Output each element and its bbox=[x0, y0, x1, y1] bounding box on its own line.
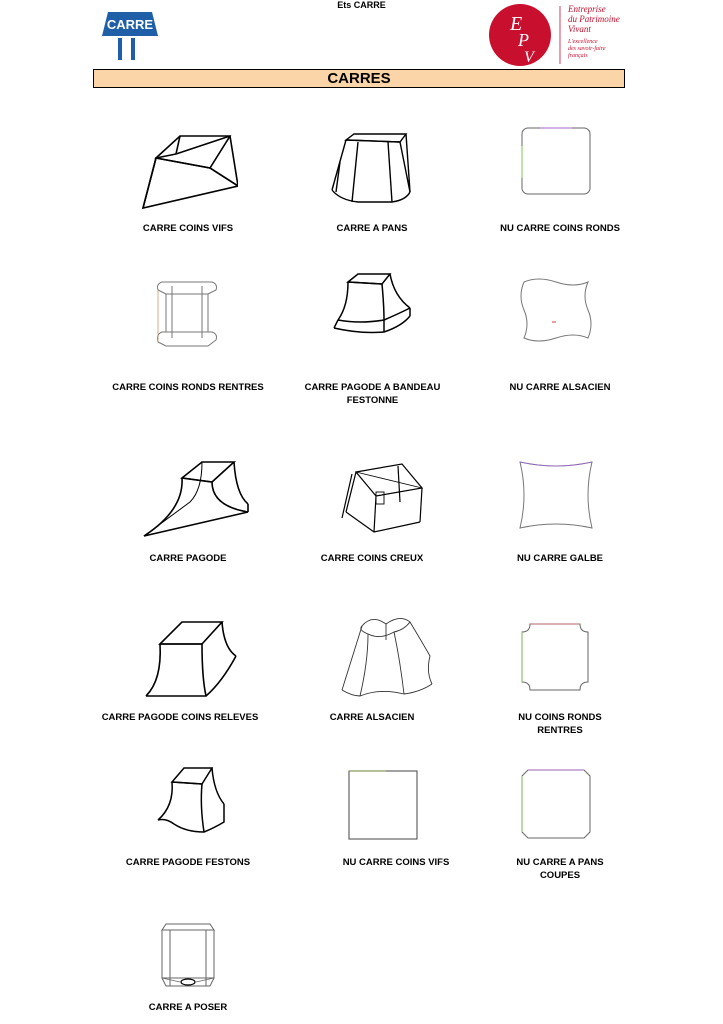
alsatian-shade-icon bbox=[334, 612, 434, 698]
item-label: NU CARRE ALSACIEN bbox=[509, 382, 611, 393]
epv-label bbox=[568, 4, 620, 60]
item-label: CARRE A PANS bbox=[336, 223, 408, 234]
square-recessed-icon bbox=[520, 622, 590, 692]
item-label: CARRE PAGODE FESTONS bbox=[125, 857, 251, 868]
pagoda-band-icon bbox=[332, 272, 412, 340]
carre-logo bbox=[100, 8, 160, 64]
pagoda-raised-icon bbox=[142, 620, 238, 700]
item-label: CARRE COINS CREUX bbox=[320, 553, 424, 564]
epv-tag1: L'excellence bbox=[568, 39, 598, 45]
square-cut-corners-icon bbox=[520, 768, 592, 840]
epv-tagline bbox=[568, 39, 620, 60]
item-label: NU COINS RONDS RENTRES bbox=[518, 712, 602, 736]
item-label: CARRE COINS RONDS RENTRES bbox=[112, 382, 264, 393]
svg-text:V: V bbox=[524, 49, 534, 66]
curved-square-icon bbox=[516, 458, 596, 532]
item-label: CARRE COINS VIFS bbox=[142, 223, 234, 234]
item-label: CARRE ALSACIEN bbox=[329, 712, 415, 723]
item-label: NU CARRE COINS VIFS bbox=[342, 857, 450, 868]
hollow-corners-icon bbox=[338, 462, 424, 534]
frame-rounded-recessed-icon bbox=[152, 276, 222, 352]
epv-tag3: français bbox=[568, 53, 588, 59]
square-sharp-icon bbox=[346, 768, 420, 842]
pagoda-scallop-icon bbox=[156, 766, 226, 834]
section-title: CARRES bbox=[93, 69, 625, 88]
item-label: NU CARRE GALBE bbox=[516, 553, 604, 564]
epv-tag2: des savoir-faire bbox=[568, 46, 606, 52]
item-label: NU CARRE A PANS COUPES bbox=[516, 857, 604, 881]
item-label: CARRE PAGODE COINS RELEVES bbox=[101, 712, 259, 723]
item-label: CARRE PAGODE A BANDEAU FESTONNE bbox=[304, 382, 441, 406]
epv-line3: Vivant bbox=[568, 24, 591, 34]
item-label: CARRE A POSER bbox=[148, 1002, 228, 1013]
item-label: NU CARRE COINS RONDS bbox=[500, 223, 620, 234]
item-label: CARRE PAGODE bbox=[149, 553, 227, 564]
svg-text:E: E bbox=[510, 13, 523, 35]
epv-line2: du Patrimoine bbox=[568, 14, 620, 24]
alsatian-frame-icon bbox=[518, 276, 594, 344]
frustum-sharp-icon bbox=[138, 128, 238, 214]
pagoda-icon bbox=[140, 460, 250, 538]
standing-frame-icon bbox=[160, 920, 216, 994]
epv-line1: Entreprise bbox=[568, 4, 606, 14]
svg-text:P: P bbox=[518, 30, 529, 50]
square-rounded-icon bbox=[520, 126, 592, 196]
company-name: Ets CARRE bbox=[337, 0, 386, 10]
logo-text: CARRE bbox=[106, 17, 154, 32]
frustum-panels-icon bbox=[330, 132, 412, 204]
